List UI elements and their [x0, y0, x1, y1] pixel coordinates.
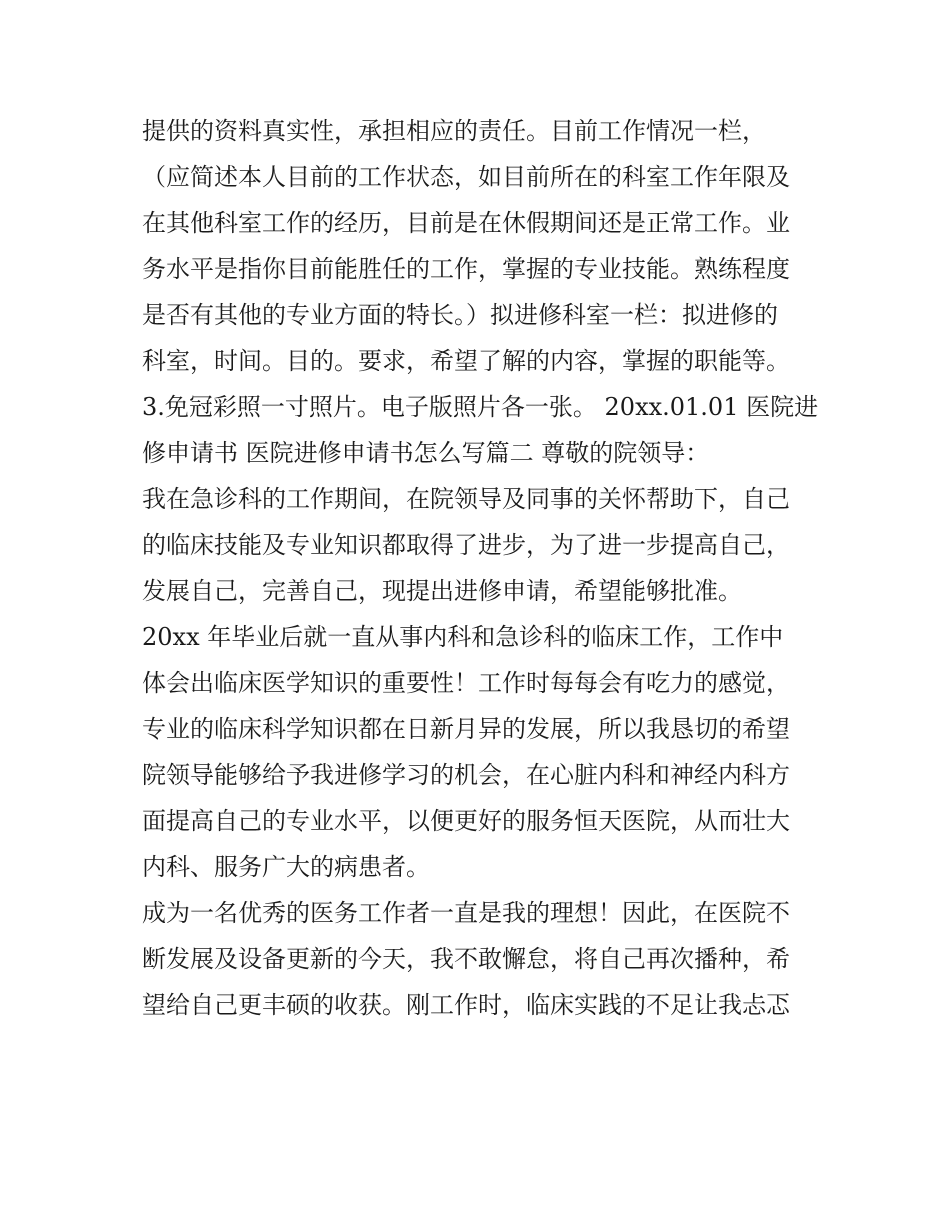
text-line: 是否有其他的专业方面的特长。）拟进修科室一栏：拟进修的: [142, 301, 778, 329]
text-line: 科室，时间。目的。要求，希望了解的内容，掌握的职能等。: [142, 347, 790, 375]
text-line: 发展自己，完善自己，现提出进修申请，希望能够批准。: [142, 577, 742, 605]
text-line: 院领导能够给予我进修学习的机会，在心脏内科和神经内科方: [142, 761, 790, 789]
text-line: 专业的临床科学知识都在日新月异的发展，所以我恳切的希望: [142, 715, 790, 743]
text-line: （应简述本人目前的工作状态，如目前所在的科室工作年限及: [142, 163, 790, 191]
text-line: 成为一名优秀的医务工作者一直是我的理想！因此，在医院不: [142, 899, 790, 927]
text-line: 我在急诊科的工作期间，在院领导及同事的关怀帮助下，自己: [142, 485, 790, 513]
text-line: 务水平是指你目前能胜任的工作，掌握的专业技能。熟练程度: [142, 255, 790, 283]
document-body: [142, 108, 822, 1028]
text-line: 3.免冠彩照一寸照片。电子版照片各一张。 20xx.01.01 医院进: [142, 393, 819, 421]
text-line: 的临床技能及专业知识都取得了进步，为了进一步提高自己，: [142, 531, 790, 559]
text-line: 面提高自己的专业水平，以便更好的服务恒天医院，从而壮大: [142, 807, 790, 835]
text-line: 望给自己更丰硕的收获。刚工作时，临床实践的不足让我忐忑: [142, 991, 790, 1019]
text-line: 在其他科室工作的经历，目前是在休假期间还是正常工作。业: [142, 209, 790, 237]
text-line: 断发展及设备更新的今天，我不敢懈怠，将自己再次播种，希: [142, 945, 790, 973]
text-line: 内科、服务广大的病患者。: [142, 853, 430, 881]
text-line: 提供的资料真实性，承担相应的责任。目前工作情况一栏，: [142, 117, 766, 145]
text-line: 20xx 年毕业后就一直从事内科和急诊科的临床工作，工作中: [142, 623, 784, 651]
text-line: 体会出临床医学知识的重要性！工作时每每会有吃力的感觉，: [142, 669, 790, 697]
text-line: 修申请书 医院进修申请书怎么写篇二 尊敬的院领导：: [142, 439, 710, 467]
